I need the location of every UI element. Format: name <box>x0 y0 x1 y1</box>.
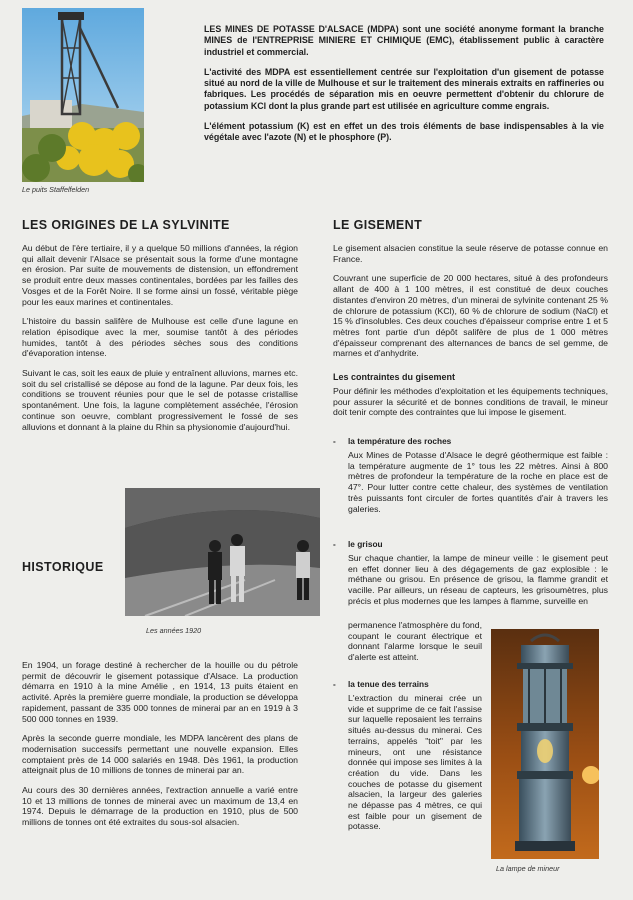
origines-text <box>22 243 298 441</box>
origines-paragraph: Suivant le cas, soit les eaux de pluie y entraînent alluvions, marnes etc. soit du sel cristallisé se dépose au fond de la lagune. Par deux fois, les conditions se trouvent réunies pour que le sel de potasse cristallise spontanément. Une fois, la lagune complètement asséchée, l'érosion continue son oeuvre, comblant progressivement le fossé de ses alluvions et donnant à la plaine du Rhin sa physionomie d'aujourd'hui. <box>22 368 298 432</box>
heading-historique: HISTORIQUE <box>22 560 104 574</box>
intro-paragraph: L'élément potassium (K) est en effet un des trois éléments de base indispensables à la vie végétale avec l'azote (N) et le phosphore (P). <box>204 121 604 143</box>
bullet-dash: - <box>333 539 336 549</box>
heading-terrains: la tenue des terrains <box>348 679 429 689</box>
heading-grisou: le grisou <box>348 539 383 549</box>
heading-gisement: LE GISEMENT <box>333 218 423 232</box>
heading-contraintes: Les contraintes du gisement <box>333 372 456 382</box>
historique-paragraph: En 1904, un forage destiné à rechercher de la houille ou du pétrole permit de découvrir le gisement potassique d'Alsace. La production démarra en 1910 à la mine Amélie , en 1914, 13 puits étaient en activité. Après la première guerre mondiale, la production se développa rapidement, passant de 335 000 tonnes de minerai par an en 1919 à 3 500 000 tonnes en 1939. <box>22 660 298 724</box>
photo-annees-1920 <box>125 488 320 616</box>
heading-origines: LES ORIGINES DE LA SYLVINITE <box>22 218 230 232</box>
grisou-text: Sur chaque chantier, la lampe de mineur veille : le gisement peut en effet donner lieu à des dégagements de gaz explosible : le méthane ou grisou. En présence de grisou, la flamme grandit et vacille. Par ailleurs, un réseau de capteurs, les grisoumètres, plus précis et plus modernes que les lampes à flamme, surveille en <box>348 553 608 606</box>
temperature-text: Aux Mines de Potasse d'Alsace le degré géothermique est faible : la température augmente de 1° tous les 22 mètres. Ainsi à 800 mètres de profondeur la température de la roche en place est de 47°. Pour lutter contre cette chaleur, des systèmes de ventilation très puissants font circuler de fortes quantités d'air à travers les galeries. <box>348 450 608 514</box>
bullet-dash: - <box>333 436 336 446</box>
gisement-paragraph: Le gisement alsacien constitue la seule réserve de potasse connue en France. <box>333 243 608 264</box>
historique-paragraph: Au cours des 30 dernières années, l'extraction annuelle a varié entre 10 et 13 millions de tonnes de minerai avec un maximum de 13,4 en 1974. Depuis le démarrage de la production en 1910, plus de 500 millions de tonnes ont été extraites du sous-sol alsacien. <box>22 785 298 828</box>
historique-paragraph: Après la seconde guerre mondiale, les MDPA lancèrent des plans de modernisation successifs permettant une nouvelle expansion. Elles comptaient près de 14 000 salariés en 1948. Dès 1961, la production atteignait plus de 10 millions de tonnes de minerai par an. <box>22 733 298 776</box>
historique-text <box>22 660 298 837</box>
gisement-paragraph: Couvrant une superficie de 20 000 hectares, situé à des profondeurs allant de 400 à 1 100 mètres, il est constitué de deux couches distantes d'environ 20 mètres, d'un minerai de sylvinite contenant 25 % de chlorure de potassium (KCl), 60 % de chlorure de sodium (NaCl) et 15 % d'insolubles. Ces deux couches d'épaisseur comprise entre 1 et 5 mètres font partie d'un dépôt salifère de plus de 1 000 mètres d'épaisseur comprenant des alternances de bancs de sel gemme, de marnes et d'anhydrite. <box>333 273 608 359</box>
bullet-dash: - <box>333 679 336 689</box>
intro-paragraph: L'activité des MDPA est essentiellement centrée sur l'exploitation d'un gisement de potasse situé au nord de la ville de Mulhouse et sur le traitement des minerais extraits en raffineries ou fabriques. Les procédés de séparation mis en oeuvre permettent d'obtenir du chlorure de potassium KCl dont la plus grande part est utilisée en agriculture comme engrais. <box>204 66 604 111</box>
caption-annees-1920: Les années 1920 <box>146 626 202 635</box>
heading-temperature: la température des roches <box>348 436 452 446</box>
photo-lampe-mineur <box>491 629 599 859</box>
caption-puits: Le puits Staffelfelden <box>22 185 90 194</box>
intro-paragraph: LES MINES DE POTASSE D'ALSACE (MDPA) sont une société anonyme formant la branche MINES de l'ENTREPRISE MINIERE ET CHIMIQUE (EMC), établissement public à caractère industriel et commercial. <box>204 24 604 57</box>
gisement-text <box>333 243 608 368</box>
contraintes-intro: Pour définir les méthodes d'exploitation et les équipements techniques, pour assurer la sécurité et de bonnes conditions de travail, le mineur doit tenir compte des contraintes que lui impose le gisement. <box>333 386 608 418</box>
intro-block <box>204 24 604 153</box>
origines-paragraph: Au début de l'ère tertiaire, il y a quelque 50 millions d'années, la région qui allait devenir l'Alsace se présentait sous la forme d'une montagne en érosion. Par suite de mouvements de distension, un effondrement se produit entre deux masses continentales, bordées par les failles des Vosges et de la Forêt Noire. Il se forme ainsi un fossé, véritable piège pour les eaux marines et continentales. <box>22 243 298 307</box>
grisou-text-continued: permanence l'atmosphère du fond, coupant le courant électrique et donnant l'alarme lorsque le seuil d'alerte est atteint. <box>348 620 482 663</box>
terrains-text: L'extraction du minerai crée un vide et supprime de ce fait l'assise sur laquelle reposaient les terrains situés au-dessus du minerai. Ces terrains, appelés "toit" par les mineurs, ont une résistance donnée qui impose ses limites à la création du vide. Dans les couches de potasse du gisement alsacien, la largeur des galeries ne dépasse pas 4 mètres, ce qui est faible pour un gisement de potasse. <box>348 693 482 832</box>
caption-lampe: La lampe de mineur <box>496 864 560 873</box>
origines-paragraph: L'histoire du bassin salifère de Mulhouse est celle d'une lagune en relation épisodique avec la mer, soumise tantôt à des périodes humides, tantôt à des périodes sèches sous des conditions d'évaporation intense. <box>22 316 298 359</box>
photo-puits-staffelfelden <box>22 8 144 182</box>
